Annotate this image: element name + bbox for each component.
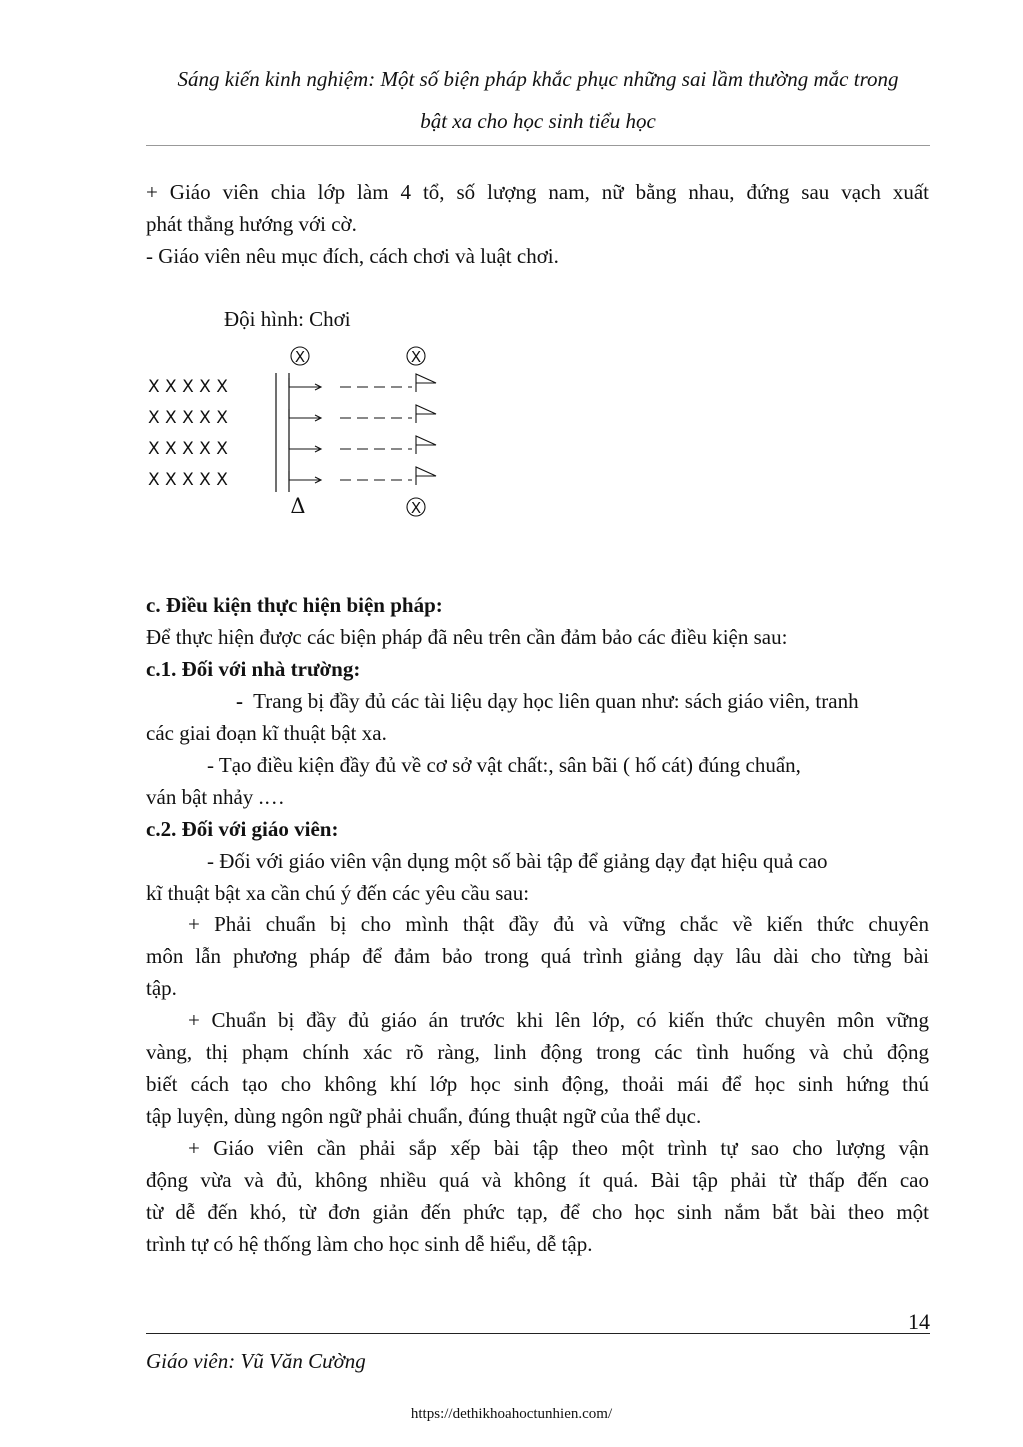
referee-mark-1: X <box>294 348 306 366</box>
c1-p1-line-2: các giai đoạn kĩ thuật bật xa. <box>146 721 387 745</box>
c2-p4-line-2: động vừa và đủ, không nhiều quá và không ít quá. Bài tập phải từ thấp đến cao <box>146 1168 929 1192</box>
referee-mark-2: X <box>410 348 422 366</box>
header-line-2: bật xa cho học sinh tiểu học <box>420 109 656 133</box>
c2-p4-line-1: + Giáo viên cần phải sắp xếp bài tập theo một trình tự sao cho lượng vận <box>188 1136 929 1160</box>
c2-p3-line-4: tập luyện, dùng ngôn ngữ phải chuẩn, đúng thuật ngữ của thể dục. <box>146 1104 702 1128</box>
c1-p1-dash: - <box>236 689 243 713</box>
header-line-1: Sáng kiến kinh nghiệm: Một số biện pháp khắc phục những sai lầm thường mắc trong <box>177 67 899 91</box>
intro-line-2: phát thẳng hướng với cờ. <box>146 212 357 236</box>
footer-teacher-name: Giáo viên: Vũ Văn Cường <box>146 1349 366 1373</box>
page-header <box>146 58 930 142</box>
c2-p3-line-1: + Chuẩn bị đầy đủ giáo án trước khi lên lớp, có kiến thức chuyên môn vững <box>188 1008 929 1032</box>
flag-4 <box>416 467 436 485</box>
c2-p2-line-3: tập. <box>146 976 177 1000</box>
c2-p4-line-4: trình tự có hệ thống làm cho học sinh dễ hiểu, dễ tập. <box>146 1232 593 1256</box>
team-row-3: X X X X X <box>148 439 228 459</box>
team-row-1: X X X X X <box>148 377 228 397</box>
c2-p1-line-2: kĩ thuật bật xa cần chú ý đến các yêu cầu sau: <box>146 881 530 905</box>
c2-p2-line-2: môn lẫn phương pháp để đảm bảo trong quá trình giảng dạy lâu dài cho từng bài <box>146 944 929 968</box>
c1-p1-text: Trang bị đầy đủ các tài liệu dạy học liên quan như: sách giáo viên, tranh <box>253 689 859 713</box>
header-divider <box>146 145 930 146</box>
footer-url[interactable]: https://dethikhoahoctunhien.com/ <box>410 1406 613 1422</box>
c2-p3-line-2: vàng, thị phạm chính xác rõ ràng, linh động trong các tình huống và chủ động <box>146 1040 929 1064</box>
c2-p2-line-1: + Phải chuẩn bị cho mình thật đầy đủ và vững chắc về kiến thức chuyên <box>188 912 929 936</box>
page-number: 14 <box>908 1309 930 1334</box>
flag-1 <box>416 374 436 392</box>
run-arrow-1 <box>289 378 320 387</box>
section-c-heading: c. Điều kiện thực hiện biện pháp: <box>146 593 443 617</box>
flag-2 <box>416 405 436 423</box>
team-row-2: X X X X X <box>148 408 228 428</box>
run-arrow-4 <box>289 471 320 480</box>
c1-heading: c.1. Đối với nhà trường: <box>146 657 361 681</box>
c2-heading: c.2. Đối với giáo viên: <box>146 817 339 841</box>
c1-p2-line-2: ván bật nhảy .… <box>146 785 285 809</box>
run-arrow-2 <box>289 409 320 418</box>
c2-p3-line-3: biết cách tạo cho không khí lớp học sinh động, thoải mái để học sinh hứng thú <box>146 1072 929 1096</box>
flag-3 <box>416 436 436 454</box>
c2-p1-line-1: - Đối với giáo viên vận dụng một số bài tập để giảng dạy đạt hiệu quả cao <box>207 849 828 873</box>
section-c-intro: Để thực hiện được các biện pháp đã nêu trên cần đảm bảo các điều kiện sau: <box>146 625 788 649</box>
intro-line-3: - Giáo viên nêu mục đích, cách chơi và luật chơi. <box>146 244 559 268</box>
c1-p2-line-1: - Tạo điều kiện đầy đủ về cơ sở vật chất:, sân bãi ( hố cát) đúng chuẩn, <box>207 753 801 777</box>
game-formation-diagram <box>140 300 460 525</box>
team-row-4: X X X X X <box>148 470 228 490</box>
diagram-title: Đội hình: Chơi <box>224 307 351 331</box>
c1-p1-line-1 <box>236 688 859 714</box>
run-arrow-3 <box>289 440 320 449</box>
footer-divider <box>146 1333 930 1334</box>
referee-mark-3: X <box>410 499 422 517</box>
intro-line-1: + Giáo viên chia lớp làm 4 tổ, số lượng nam, nữ bằng nhau, đứng sau vạch xuất <box>146 180 929 204</box>
teacher-triangle: Δ <box>290 494 306 518</box>
c2-p4-line-3: từ dễ đến khó, từ đơn giản đến phức tạp, để cho học sinh nắm bắt bài theo một <box>146 1200 929 1224</box>
